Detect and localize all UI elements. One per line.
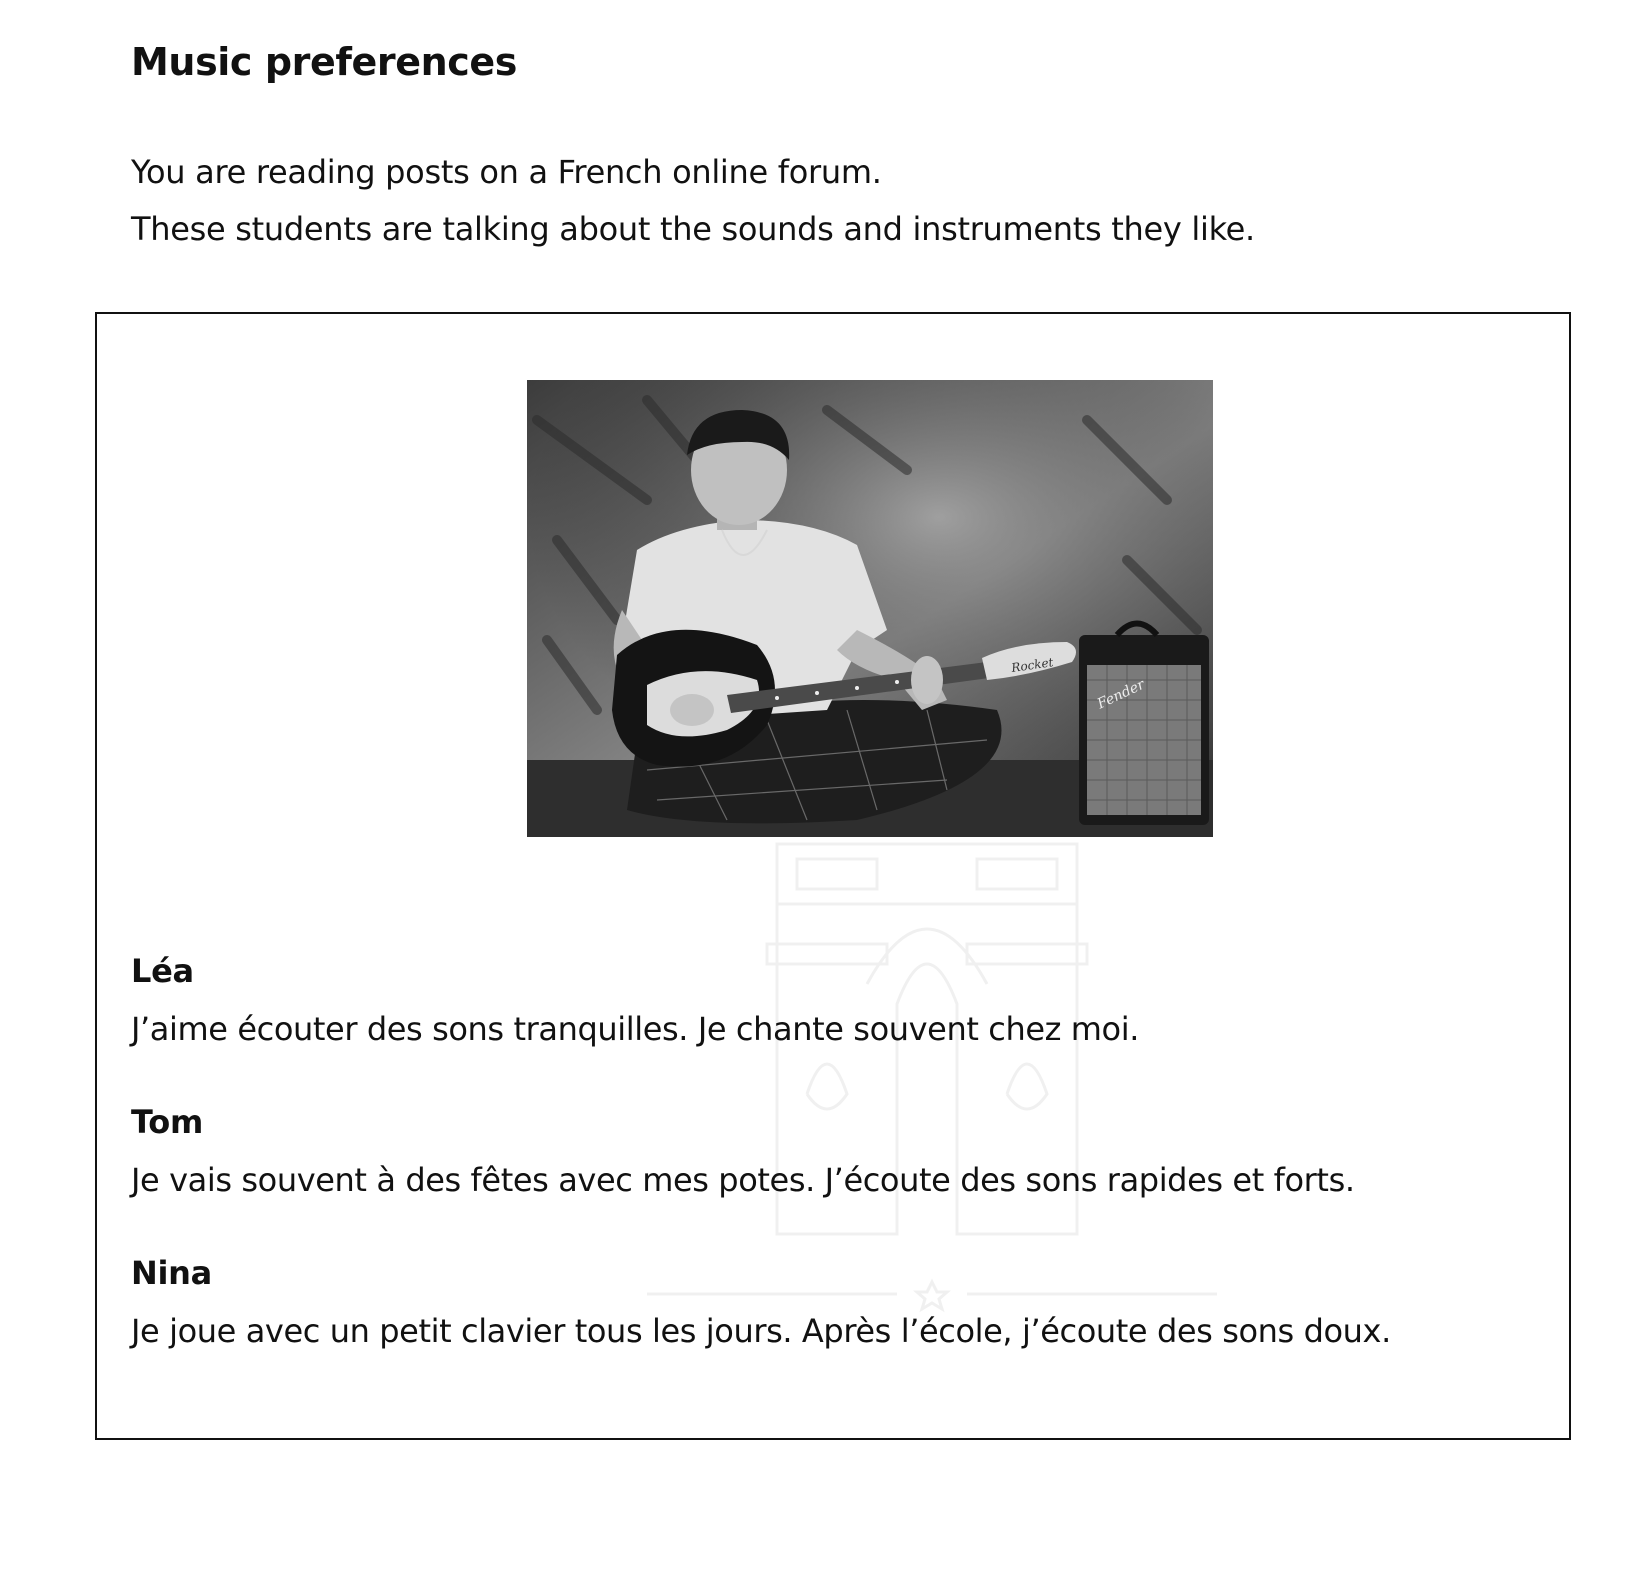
- post-text: Je vais souvent à des fêtes avec mes potes. J’écoute des sons rapides et forts.: [131, 1161, 1355, 1199]
- post-text: J’aime écouter des sons tranquilles. Je chante souvent chez moi.: [131, 1010, 1139, 1048]
- forum-post: [131, 1102, 1355, 1200]
- page-title: Music preferences: [131, 40, 517, 84]
- guitarist-photo: [527, 380, 1213, 837]
- intro-line-2: These students are talking about the sounds and instruments they like.: [131, 210, 1255, 248]
- svg-text:Rocket: Rocket: [1010, 655, 1055, 675]
- post-author-name: Nina: [131, 1254, 212, 1292]
- intro-text: [131, 144, 1255, 258]
- svg-text:Fender: Fender: [1094, 676, 1148, 713]
- forum-posts-box: [95, 312, 1571, 1440]
- post-author-name: Tom: [131, 1103, 204, 1141]
- forum-post: [131, 1253, 1391, 1351]
- post-text: Je joue avec un petit clavier tous les jours. Après l’école, j’écoute des sons doux.: [131, 1312, 1391, 1350]
- forum-post: [131, 951, 1139, 1049]
- post-author-name: Léa: [131, 952, 194, 990]
- intro-line-1: You are reading posts on a French online forum.: [131, 153, 882, 191]
